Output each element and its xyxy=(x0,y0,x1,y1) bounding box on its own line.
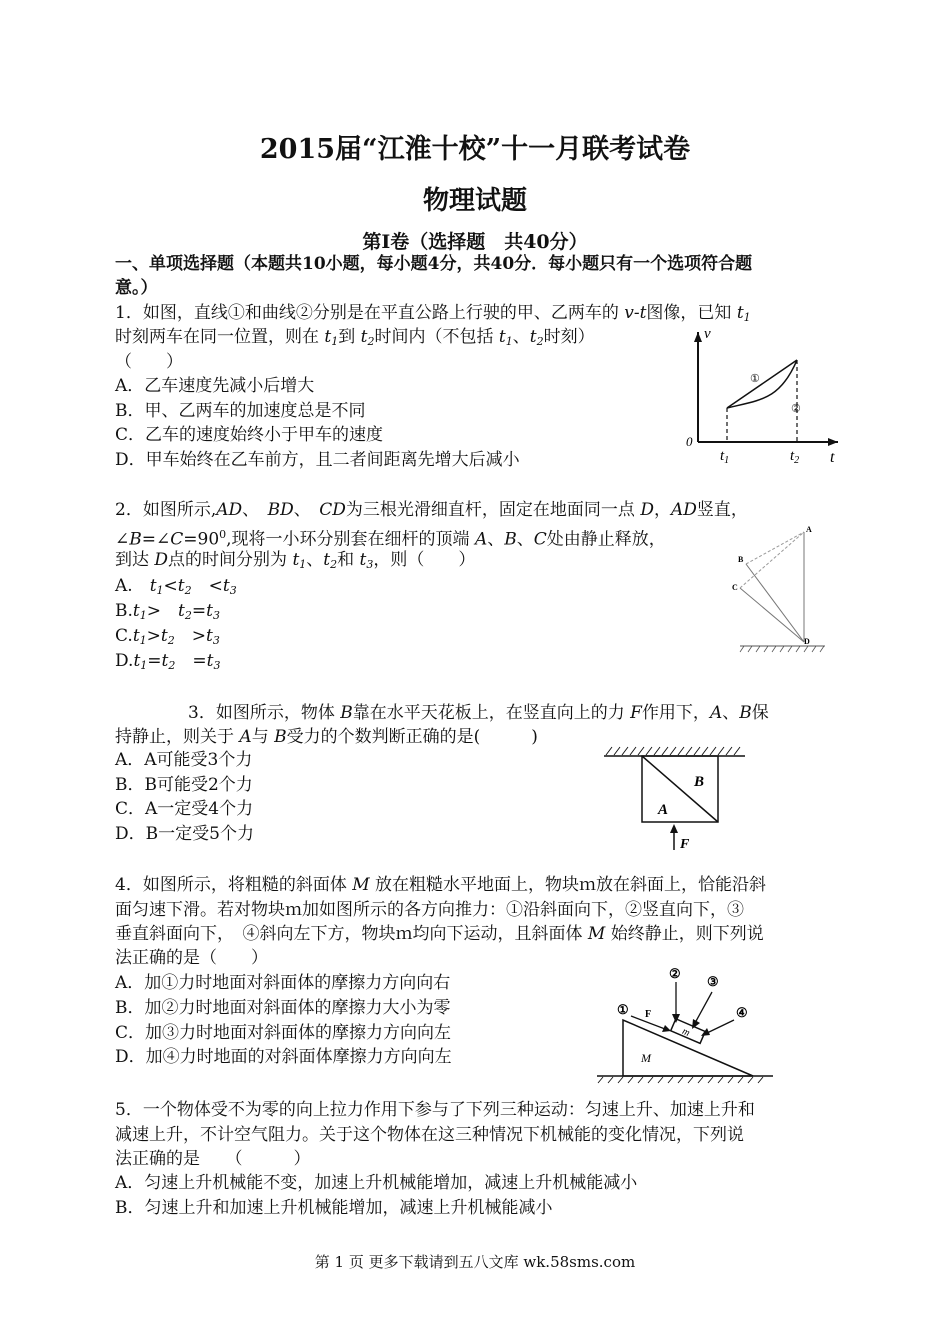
q2-rods-figure xyxy=(730,522,830,662)
force-4-label: ④ xyxy=(736,1005,748,1020)
point-c-label: C xyxy=(732,583,738,592)
q5-line3: 法正确的是 （ ） xyxy=(115,1149,311,1169)
q4-line1: 4．如图所示，将粗糙的斜面体 M 放在粗糙水平地面上，物块ｍ放在斜面上，恰能沿斜 xyxy=(115,875,767,895)
q4-option-a: A．加①力时地面对斜面体的摩擦力方向向右 xyxy=(115,973,451,993)
q5-option-a: A．匀速上升机械能不变，加速上升机械能增加，减速上升机械能减小 xyxy=(115,1173,638,1193)
q1-line2: 时刻两车在同一位置，则在 $t_1$到 $t_2$时间内（不包括 $t_1$、$t_2$时刻） xyxy=(115,327,595,348)
q1-option-b: B．甲、乙两车的加速度总是不同 xyxy=(115,401,366,421)
q4-option-c: C．加③力时地面对斜面体的摩擦力方向向左 xyxy=(115,1023,452,1043)
subject-title: 物理试题 xyxy=(422,186,527,216)
t1-label: $t_1$ xyxy=(720,448,730,466)
v-axis-label: v xyxy=(704,326,711,342)
force-f-label: F xyxy=(645,1009,652,1020)
block-m-label: m xyxy=(680,1025,692,1039)
force-2-label: ② xyxy=(669,966,681,981)
q4-line2: 面匀速下滑。若对物块ｍ加如图所示的各方向推力：①沿斜面向下，②竖直向下，③ xyxy=(115,900,744,920)
q3-line2: 持静止，则关于 A与 B受力的个数判断正确的是( ) xyxy=(115,727,538,747)
q2-option-a: A. $t_1<t_2$ $<t_3$ xyxy=(115,576,237,597)
q2-option-b: $B.t_1>$ $t_2=t_3$ xyxy=(115,601,220,622)
section-heading-line2: 意。） xyxy=(115,278,158,298)
point-a-label: A xyxy=(806,525,812,534)
q2-line1: 2．如图所示,AD、 BD、 CD为三根光滑细直杆，固定在地面同一点 D，AD竖直， xyxy=(115,500,748,520)
q5-line1: 5．一个物体受不为零的向上拉力作用下参与了下列三种运动：匀速上升、加速上升和 xyxy=(115,1100,755,1120)
t-axis-label: t xyxy=(830,449,835,466)
q5-line2: 减速上升，不计空气阻力。关于这个物体在这三种情况下机械能的变化情况，下列说 xyxy=(115,1125,744,1145)
q1-option-a: A．乙车速度先减小后增大 xyxy=(115,376,315,396)
q3-option-d: D．B一定受5个力 xyxy=(115,824,254,844)
q1-answer-blank: （ ） xyxy=(115,352,183,372)
rod-cd xyxy=(740,588,804,642)
point-d-label: D xyxy=(804,637,810,646)
volume-heading: 第Ⅰ卷（选择题 共40分） xyxy=(362,231,588,253)
q5-option-b: B．匀速上升和加速上升机械能增加，减速上升机械能减小 xyxy=(115,1198,553,1218)
q4-option-d: D．加④力时地面的对斜面体摩擦力方向向左 xyxy=(115,1047,452,1067)
q1-option-c: C．乙车的速度始终小于甲车的速度 xyxy=(115,425,384,445)
t2-label: $t_2$ xyxy=(790,448,800,466)
exam-title: 2015届“江淮十校”十一月联考试卷 xyxy=(259,134,691,165)
section-heading-line1: 一、单项选择题（本题共10小题，每小题4分，共40分．每小题只有一个选项符合题 xyxy=(115,254,753,274)
q2-line2: $\angle B=\angle C=90^0$,现将一小环分别套在细杆的顶端 A、B、C处由静止释放， xyxy=(115,528,666,550)
label-1: ① xyxy=(750,373,760,385)
force-4-arrow xyxy=(707,1020,734,1033)
force-1-label: ① xyxy=(617,1002,629,1017)
incline-m-label: M xyxy=(641,1051,651,1065)
point-b-label: B xyxy=(738,555,744,564)
q1-vt-graph xyxy=(680,322,850,472)
q2-option-d: $D.t_1=t_2$ $=t_3$ xyxy=(115,651,221,672)
q3-option-a: A．A可能受3个力 xyxy=(115,750,253,770)
force-f-label: F xyxy=(680,837,690,852)
block-b-label: B xyxy=(694,774,705,790)
q3-option-b: B．B可能受2个力 xyxy=(115,775,253,795)
q4-incline-figure xyxy=(595,962,775,1084)
q3-option-c: C．A一定受4个力 xyxy=(115,799,254,819)
q2-line3: 到达 D点的时间分别为 $t_1$、$t_2$和 $t_3$，则（ ） xyxy=(115,550,476,571)
origin-label: 0 xyxy=(686,434,693,449)
force-3-arrow xyxy=(695,992,712,1023)
q4-line4: 法正确的是（ ） xyxy=(115,948,268,968)
page-footer: 第 1 页 更多下载请到五八文库 wk.58sms.com xyxy=(314,1253,636,1271)
rod-bd xyxy=(746,564,804,642)
q1-line1: 1．如图，直线①和曲线②分别是在平直公路上行驶的甲、乙两车的 v-t图像，已知 $t_1$ xyxy=(115,303,751,324)
q1-option-d: D．甲车始终在乙车前方，且二者间距离先增大后减小 xyxy=(115,450,520,470)
force-3-label: ③ xyxy=(707,974,719,989)
label-2: ② xyxy=(791,403,801,415)
line-1 xyxy=(727,360,797,408)
q4-option-b: B．加②力时地面对斜面体的摩擦力大小为零 xyxy=(115,998,451,1018)
q2-option-c: $C.t_1>t_2$ $>t_3$ xyxy=(115,626,220,647)
q3-blocks-figure xyxy=(600,742,750,854)
q4-line3: 垂直斜面向下， ④斜向左下方，物块ｍ均向下运动，且斜面体 M 始终静止，则下列说 xyxy=(115,924,764,944)
q3-line1: 3．如图所示，物体 B靠在水平天花板上，在竖直向上的力 F作用下，A、B保 xyxy=(188,703,769,723)
block-a-label: A xyxy=(658,802,669,818)
